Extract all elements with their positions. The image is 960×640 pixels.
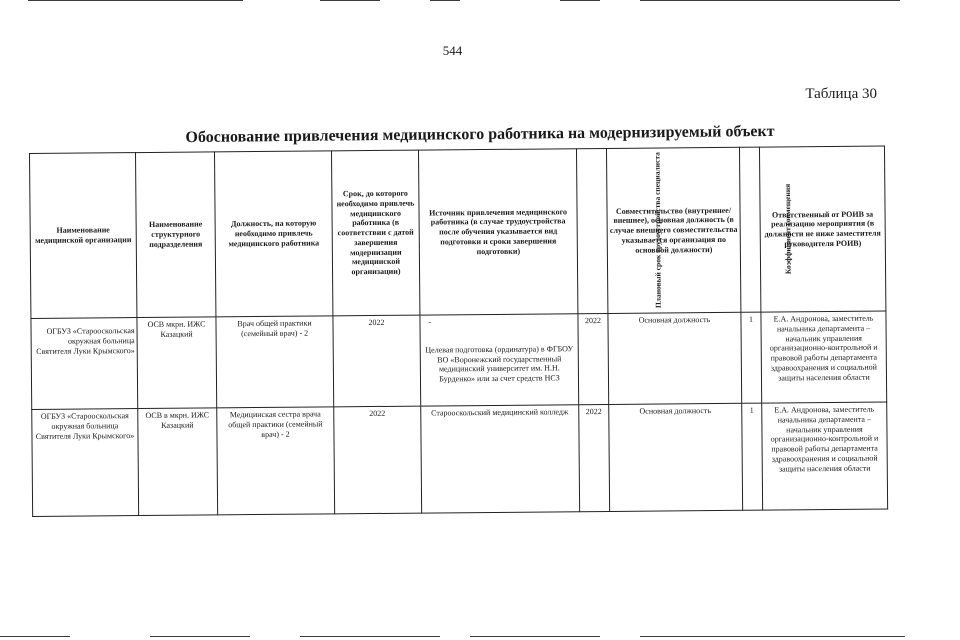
cell-source (421, 405, 580, 513)
cell-source-mark: - (428, 317, 432, 327)
cell-unit: ОСВ мкрн. ИЖС Казацкий (137, 317, 217, 409)
scan-edge-line (150, 636, 250, 637)
scan-edge-line (0, 636, 70, 637)
cell-position: Медицинская сестра врача общей практики (семейный врач) - 2 (217, 407, 335, 515)
cell-position: Врач общей практики (семейный врач) - 2 (216, 316, 334, 408)
cell-deadline: 2022 (334, 406, 422, 514)
header-unit: Наименование структурного подразделения (136, 152, 216, 318)
header-position: Должность, на которую необходимо привлечь медицинского работника (214, 151, 332, 317)
scan-edge-line (28, 0, 243, 1)
table-row (31, 311, 887, 409)
header-coefficient-cell (739, 147, 793, 312)
cell-coefficient: 1 (741, 312, 762, 403)
scan-edge-line (640, 0, 900, 1)
header-source: Источник привлечения медицинского работника (в случае трудоустройства после обучения указывается вид подготовки и сроки завершения подготовки) (418, 149, 577, 315)
cell-unit: ОСВ в мкрн. ИЖС Казацкий (138, 408, 218, 516)
cell-coefficient: 1 (742, 403, 763, 510)
table-header-row (30, 146, 886, 318)
header-planned-cell (576, 148, 663, 313)
table-row (32, 402, 888, 516)
cell-source-text: Старооскольский медицинский колледж (431, 407, 569, 418)
cell-planned: 2022 (579, 404, 610, 511)
header-planned: Плановый срок трудоустройства специалиста (652, 152, 663, 309)
table-label: Таблица 30 (805, 86, 877, 102)
header-coefficient: Коэффициент совмещения (782, 183, 793, 275)
scan-edge-line (560, 0, 600, 1)
justification-table-wrapper (29, 146, 888, 517)
header-responsible: Ответственный от РОИВ за реализацию мероприятия (в должности не ниже заместителя руководителя РОИВ) (759, 146, 885, 312)
cell-responsible: Е.А. Андронова, заместитель начальника департамента – начальник управления организационно-контрольной и правовой работы департамента здравоохранения и социальной защиты населения области (761, 311, 887, 403)
scan-edge-line (430, 0, 460, 1)
cell-org: ОГБУЗ «Старооскольская окружная больница Святителя Луки Крымского» (31, 318, 138, 410)
page-number: 544 (442, 43, 463, 58)
scan-edge-line (470, 636, 600, 637)
cell-responsible: Е.А. Андронова, заместитель начальника департамента – начальник управления организационно-контрольной и правовой работы департамента здравоохранения и социальной защиты населения области (762, 402, 888, 510)
cell-source-text: Целевая подготовка (ординатура) в ФГБОУ ВО «Воронежский государственный медицинский университет им. Н.Н. Бурденко» или за счет средств НСЗ (425, 344, 574, 384)
cell-org: ОГБУЗ «Старооскольская окружная больница Святителя Луки Крымского» (32, 409, 139, 517)
cell-combination: Основная должность (609, 403, 743, 511)
cell-planned: 2022 (578, 313, 609, 404)
document-title: Обоснование привлечения медицинского работника на модернизируемый объект (185, 122, 775, 147)
header-deadline: Срок, до которого необходимо привлечь медицинского работника (в соответствии с датой завершения модернизации медицинской организации) (331, 150, 419, 316)
cell-combination: Основная должность (608, 312, 742, 404)
cell-deadline: 2022 (333, 315, 421, 407)
justification-table (29, 146, 888, 517)
scan-edge-line (320, 0, 380, 1)
header-combination: Совместительство (внутреннее/внешнее), основная должность (в случае внешнего совместительства указывается организация по основной должности) (606, 147, 740, 313)
header-org: Наименование медицинской организации (30, 153, 137, 319)
scan-edge-line (300, 636, 440, 637)
cell-source (420, 314, 579, 406)
scan-edge-line (640, 636, 905, 637)
